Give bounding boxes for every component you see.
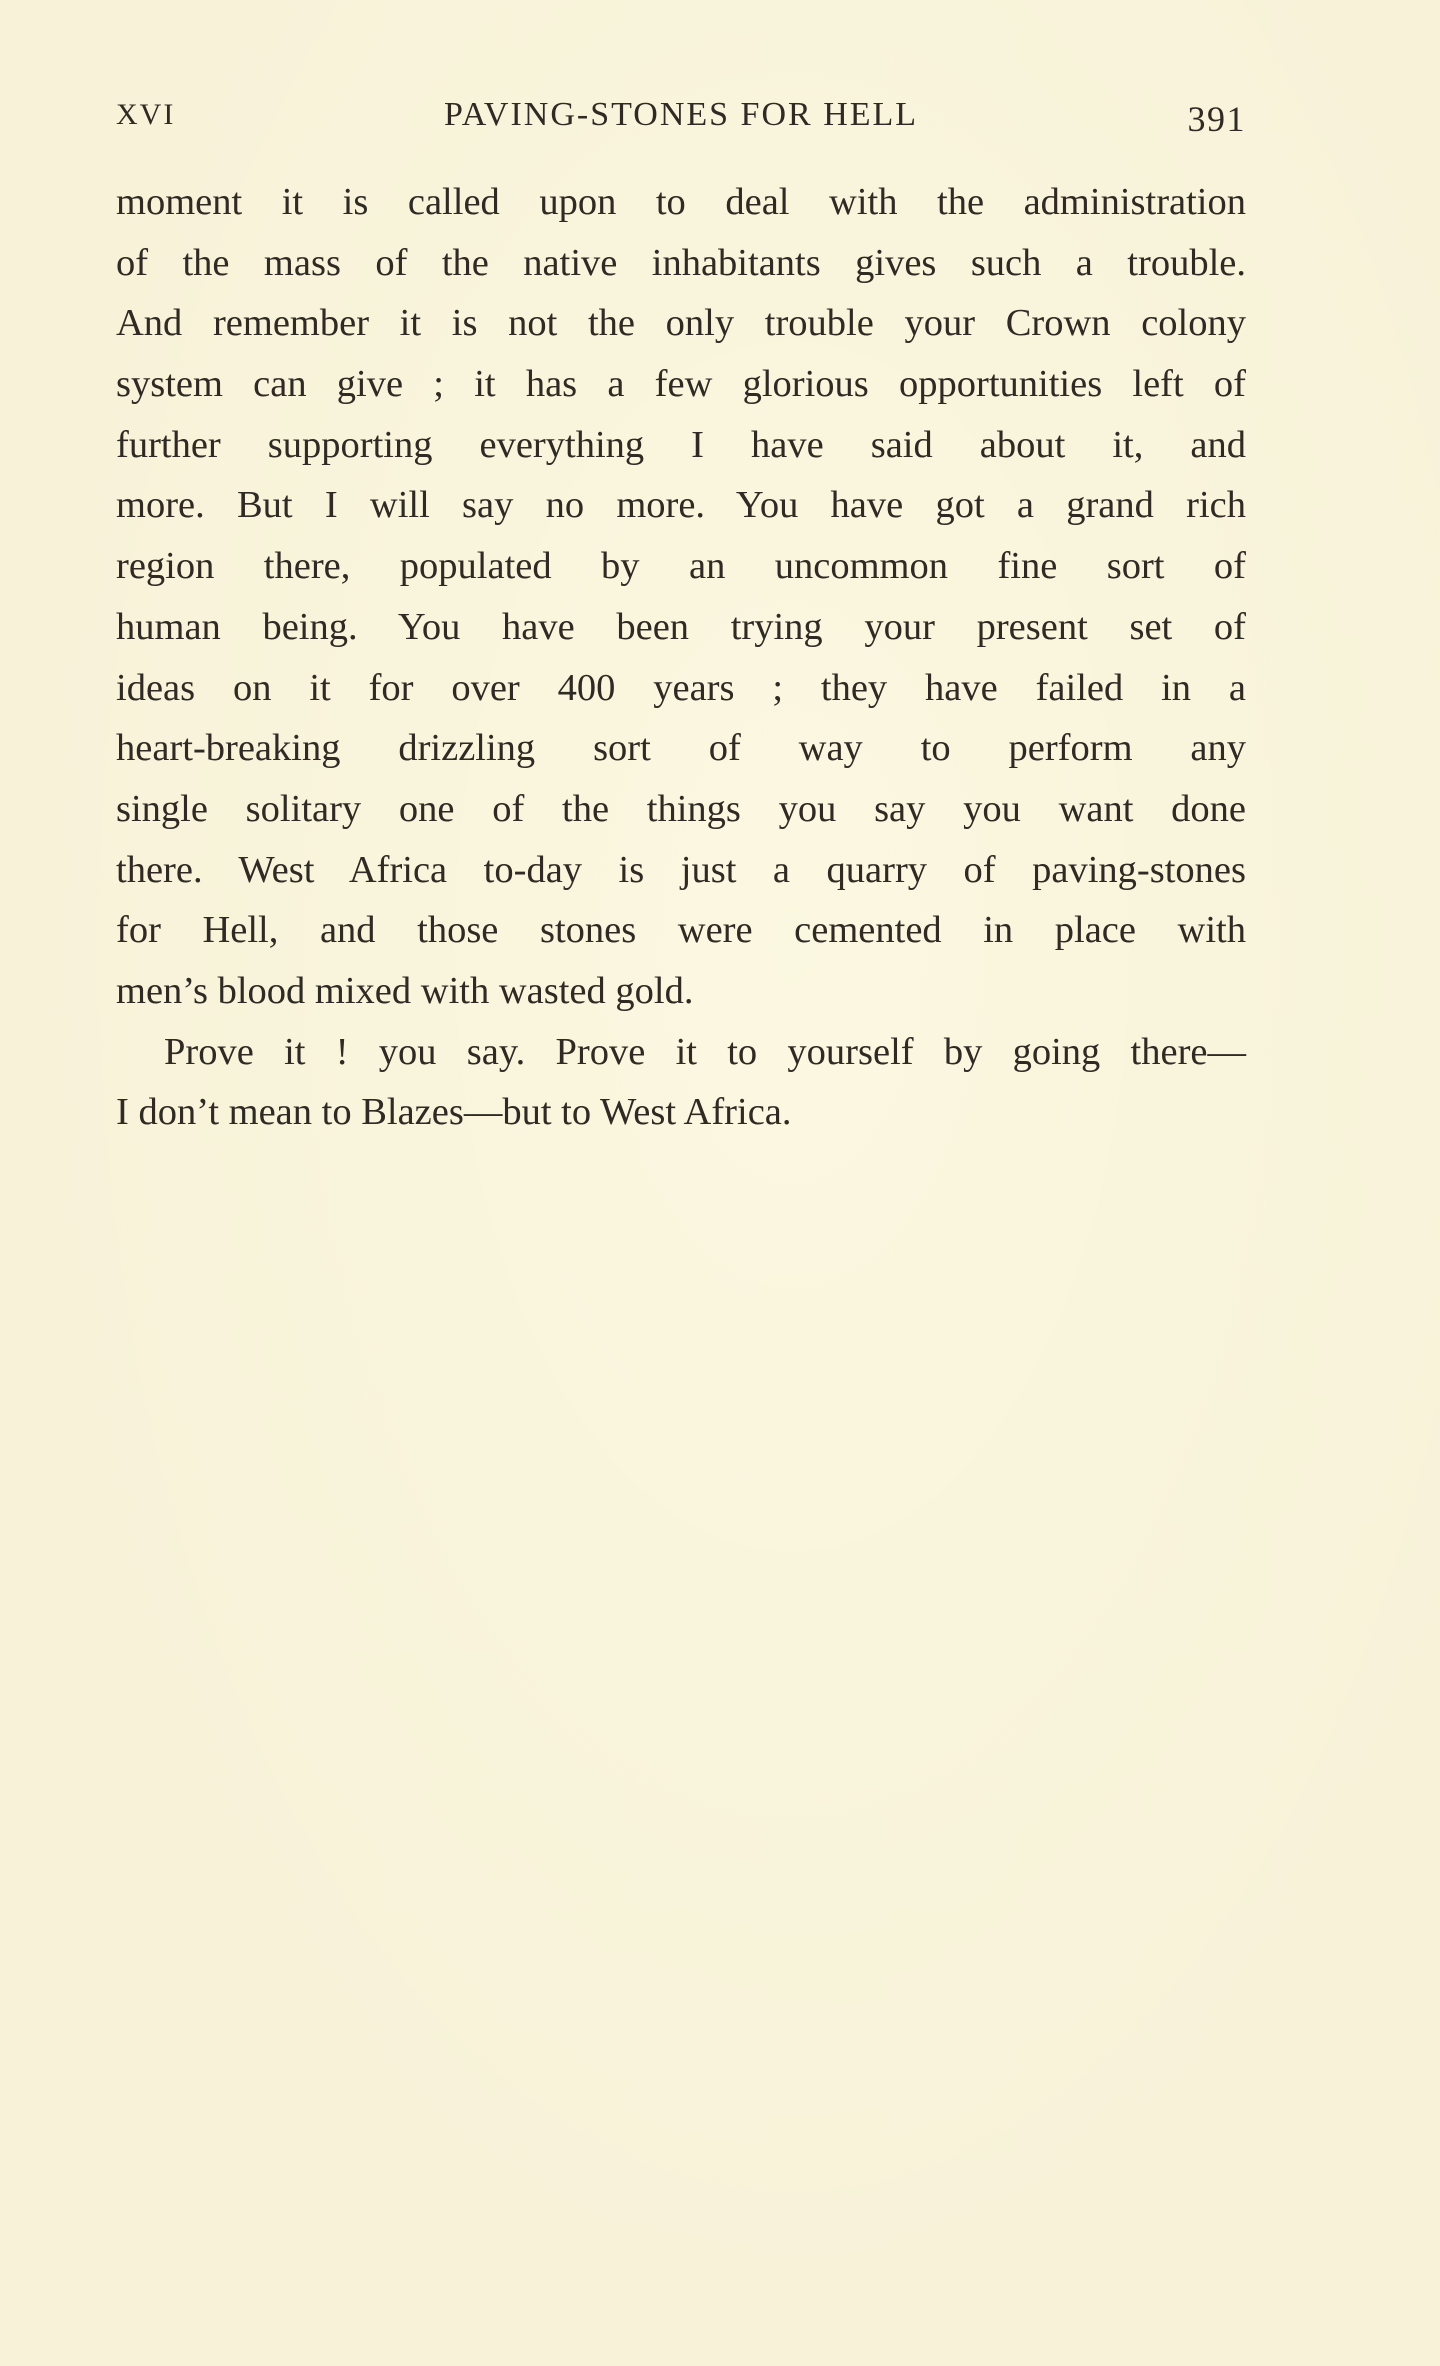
text-line: there. West Africa to-day is just a quarry of paving-stones [116, 848, 1246, 891]
text-line: men’s blood mixed with wasted gold. [116, 969, 694, 1012]
text-line: Prove it ! you say. Prove it to yourself by going there— [164, 1030, 1246, 1073]
text-line: more. But I will say no more. You have got a grand rich [116, 484, 1246, 527]
running-head [116, 92, 1246, 142]
text-line: region there, populated by an uncommon fine sort of [116, 545, 1246, 588]
text-line: of the mass of the native inhabitants gives such a trouble. [116, 241, 1246, 284]
chapter-numeral: XVI [116, 98, 176, 131]
body-text [116, 172, 1246, 1143]
page-number: 391 [1187, 99, 1246, 139]
text-line: moment it is called upon to deal with the administration [116, 181, 1246, 223]
text-line: further supporting everything I have said about it, and [116, 423, 1246, 466]
text-line: heart-breaking drizzling sort of way to perform any [116, 727, 1246, 770]
text-line: I don’t mean to Blazes—but to West Africa. [116, 1091, 792, 1134]
text-line: human being. You have been trying your present set of [116, 605, 1246, 648]
text-line: for Hell, and those stones were cemented in place with [116, 909, 1246, 952]
text-line: system can give ; it has a few glorious opportunities left of [116, 363, 1246, 406]
running-title: PAVING-STONES FOR HELL [443, 96, 919, 133]
text-line: single solitary one of the things you say you want done [116, 787, 1246, 830]
text-line: And remember it is not the only trouble your Crown colony [116, 302, 1246, 345]
text-line: ideas on it for over 400 years ; they have failed in a [116, 666, 1246, 709]
